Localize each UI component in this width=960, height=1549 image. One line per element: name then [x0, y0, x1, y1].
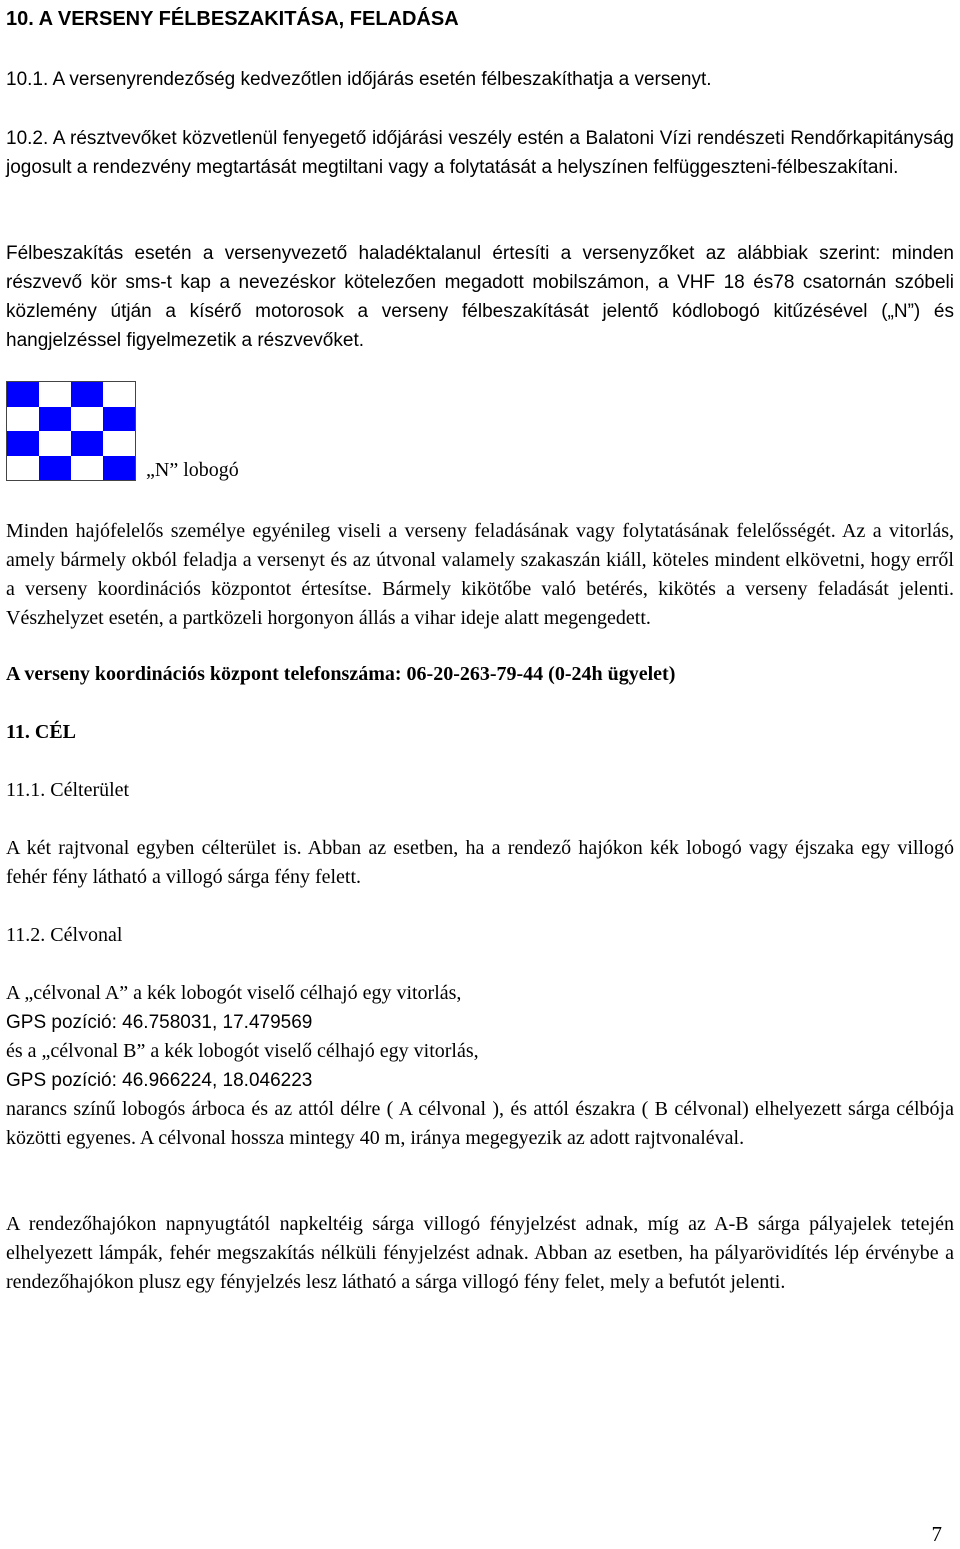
paragraph-10-1: 10.1. A versenyrendezőség kedvezőtlen időjárás esetén félbeszakíthatja a versenyt.: [6, 69, 712, 90]
paragraph-10-2: 10.2. A résztvevőket közvetlenül fenyegető időjárási veszély estén a Balatoni Vízi rendészeti Rendőrkapitányság jogosult a rendezvény megtartását megtiltani vagy a folytatását a helyszínen felfüggeszteni-félbeszakítani.: [6, 128, 954, 178]
gps-position-a: GPS pozíció: 46.758031, 17.479569: [6, 1012, 313, 1033]
section-11-heading: 11. CÉL: [6, 721, 77, 743]
paragraph-withdrawal: Minden hajófelelős személye egyénileg viseli a verseny feladásának vagy folytatásának felelősségét. Az a vitorlás, amely bármely okból feladja a versenyt és az útvonal valamely szakaszán kiáll, köteles mindent elkövetni, hogy erről a verseny koordinációs központot értesítse. Bármely kikötőbe való betérés, kikötés a verseny feladását jelenti. Vészhelyzet esetén, a partközeli horgonyon állás a vihar ideje alatt megengedett.: [6, 520, 954, 629]
flag-caption: „N” lobogó: [146, 459, 239, 481]
finish-line-b: és a „célvonal B” a kék lobogót viselő célhajó egy vitorlás,: [6, 1040, 479, 1062]
finish-line-description: narancs színű lobogós árboca és az attól délre ( A célvonal ), és attól északra ( B célvonal) elhelyezett sárga célbója közötti egyenes. A célvonal hossza mintegy 40 m, iránya megegyezik az adott rajtvonaléval.: [6, 1098, 954, 1149]
subsection-11-2-title: 11.2. Célvonal: [6, 924, 123, 946]
light-signals-paragraph: A rendezőhajókon napnyugtától napkeltéig sárga villogó fényjelzést adnak, míg az A-B sárga pályajelek tetején elhelyezett lámpák, fehér megszakítás nélküli fényjelzést adnak. Abban az esetben, ha pályarövidítés lép érvénybe a rendezőhajókon plusz egy fényjelzés lesz látható a sárga villogó fény felet, mely a befutót jelenti.: [6, 1213, 954, 1293]
gps-position-b: GPS pozíció: 46.966224, 18.046223: [6, 1070, 313, 1091]
section-10-heading: 10. A VERSENY FÉLBESZAKITÁSA, FELADÁSA: [6, 8, 459, 30]
coordination-phone: A verseny koordinációs központ telefonszáma: 06-20-263-79-44 (0-24h ügyelet): [6, 663, 676, 685]
paragraph-interruption-notice: Félbeszakítás esetén a versenyvezető haladéktalanul értesíti a versenyzőket az alábbiak szerint: minden részvevő kör sms-t kap a nevezéskor kötelezően megadott mobilszámon, a VHF 18 és78 csatornán szóbeli közlemény útján a kísérő motorosok a verseny félbeszakítását jelentő kódlobogó kitűzésével („N”) és hangjelzéssel figyelmezetik a részvevőket.: [6, 243, 954, 351]
subsection-11-1-title: 11.1. Célterület: [6, 779, 130, 801]
subsection-11-1-text: A két rajtvonal egyben célterület is. Abban az esetben, ha a rendező hajókon kék lobogó vagy éjszaka egy villogó fehér fény látható a villogó sárga fény felett.: [6, 837, 954, 888]
page-number: 7: [931, 1522, 942, 1546]
finish-line-a: A „célvonal A” a kék lobogót viselő célhajó egy vitorlás,: [6, 982, 462, 1004]
n-flag-image: [6, 381, 136, 481]
